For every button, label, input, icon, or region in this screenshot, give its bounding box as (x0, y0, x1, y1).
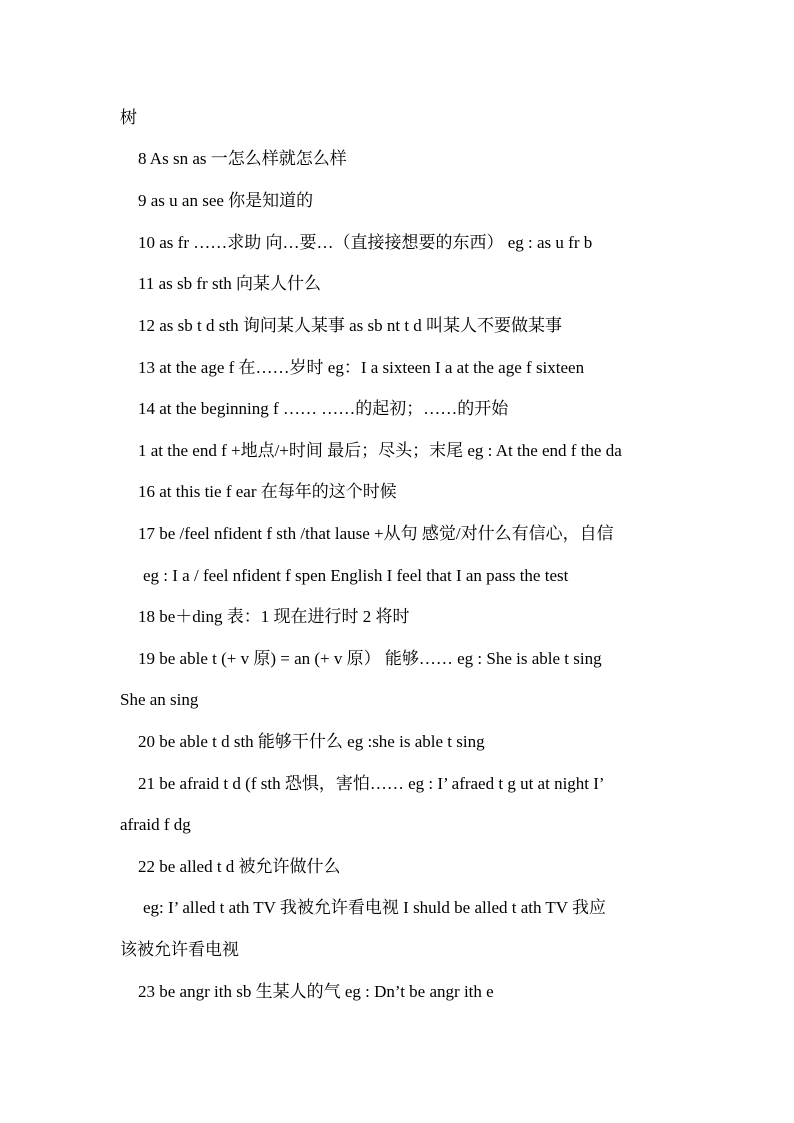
text-line: afraid f dg (120, 815, 191, 834)
text-line: 9 as u an see 你是知道的 (138, 191, 314, 210)
text-line: 该被允许看电视 (120, 940, 239, 959)
text-line: 18 be＋ding 表：1 现在进行时 2 将时 (138, 607, 410, 626)
text-line: 16 at this tie f ear 在每年的这个时候 (138, 482, 397, 501)
text-line: eg : I a / feel nfident f spen English I feel that I an pass the test (143, 566, 569, 585)
text-line: 树 (120, 108, 137, 127)
text-line: 1 at the end f +地点/+时间 最后；尽头；末尾 eg : At the end f the da (138, 441, 622, 460)
text-line: 13 at the age f 在……岁时 eg：I a sixteen I a at the age f sixteen (138, 358, 585, 377)
text-line: 12 as sb t d sth 询问某人某事 as sb nt t d 叫某人不要做某事 (138, 316, 563, 335)
text-line: 14 at the beginning f …… ……的起初；……的开始 (138, 399, 509, 418)
text-line: 21 be afraid t d (f sth 恐惧，害怕…… eg : I’ afraed t g ut at night I’ (138, 774, 605, 793)
text-line: 22 be alled t d 被允许做什么 (138, 857, 341, 876)
text-line: 17 be /feel nfident f sth /that lause +从句 感觉/对什么有信心，自信 (138, 524, 614, 543)
text-line: 8 As sn as 一怎么样就怎么样 (138, 149, 347, 168)
text-line: 19 be able t (+ v 原) = an (+ v 原） 能够…… eg : She is able t sing (138, 649, 602, 668)
text-line: She an sing (120, 690, 199, 709)
text-line: 23 be angr ith sb 生某人的气 eg : Dn’t be angr ith e (138, 982, 494, 1001)
text-line: 20 be able t d sth 能够干什么 eg :she is able t sing (138, 732, 485, 751)
text-line: 11 as sb fr sth 向某人什么 (138, 274, 322, 293)
text-line: 10 as fr ……求助 向…要…（直接接想要的东西） eg : as u fr b (138, 233, 593, 252)
text-line: eg: I’ alled t ath TV 我被允许看电视 I shuld be alled t ath TV 我应 (143, 898, 607, 917)
